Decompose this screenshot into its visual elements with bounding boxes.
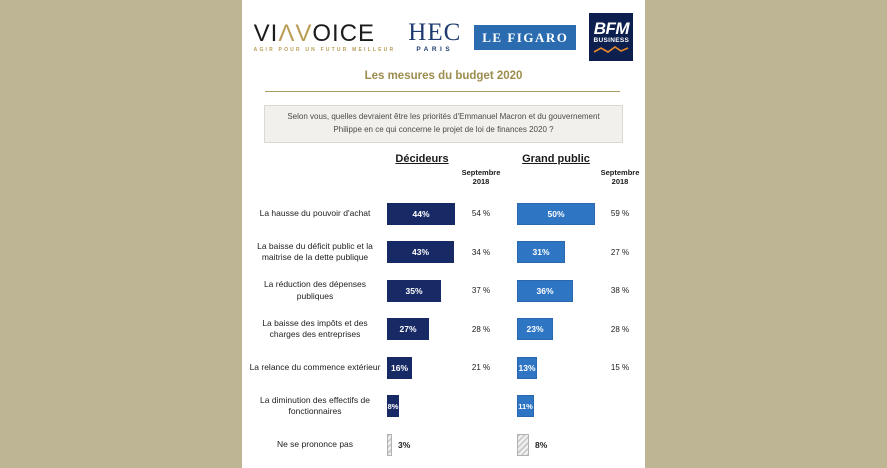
- decideurs-bar-cell: [387, 203, 457, 225]
- category-label: La relance du commence extérieur: [249, 362, 381, 373]
- decideurs-bar-cell: [387, 318, 457, 340]
- grand-public-bar: 36%: [517, 280, 573, 302]
- decideurs-bar-cell: [387, 280, 457, 302]
- viavoice-wordmark: VIΛVOICE: [253, 19, 376, 47]
- grand-public-bar: 23%: [517, 318, 553, 340]
- category-label: La baisse des impôts et des charges des entreprises: [262, 317, 368, 340]
- grand-public-outside-value: 8%: [535, 439, 548, 450]
- grand-public-bar-cell: [517, 318, 595, 340]
- decideurs-bar-cell: [387, 241, 457, 263]
- grand-public-bar-cell: [517, 241, 595, 263]
- chart-header: [242, 151, 645, 195]
- decideurs-outside-value: 3%: [398, 439, 411, 450]
- grand-public-bar-cell: [517, 203, 595, 225]
- decideurs-bar-cell: [387, 395, 457, 417]
- column-header-sept-decideurs: Septembre 2018: [461, 167, 501, 187]
- decideurs-bar: [387, 434, 392, 456]
- hec-wordmark: HEC: [408, 19, 462, 47]
- decideurs-bar: 16%: [387, 357, 412, 379]
- category-label: Ne se prononce pas: [276, 439, 354, 450]
- grand-public-bar: 13%: [517, 357, 537, 379]
- title-rule: [265, 91, 620, 92]
- decideurs-prev-value: 37 %: [471, 286, 491, 296]
- chart-row: [242, 387, 645, 426]
- bfm-zigzag-icon: [593, 46, 629, 54]
- chart-row: [242, 426, 645, 465]
- decideurs-prev-value: 54 %: [471, 209, 491, 219]
- page-title: Les mesures du budget 2020: [364, 70, 523, 82]
- decideurs-prev-value: 21 %: [471, 363, 491, 373]
- viavoice-logo: [253, 19, 396, 53]
- decideurs-prev-value: 28 %: [471, 324, 491, 334]
- decideurs-bar: 27%: [387, 318, 429, 340]
- grand-public-prev-value: 27 %: [610, 247, 630, 257]
- grand-public-prev-value: 28 %: [610, 324, 630, 334]
- chart-row: [242, 233, 645, 272]
- grand-public-bar: 50%: [517, 203, 595, 225]
- grand-public-bar-cell: [517, 357, 595, 379]
- category-label: La baisse du déficit public et la maitrise de la dette publique: [257, 240, 373, 263]
- column-header-sept-grand-public: Septembre 2018: [600, 167, 640, 187]
- grand-public-bar-cell: [517, 280, 595, 302]
- chart-row: [242, 310, 645, 349]
- decideurs-bar: 43%: [387, 241, 454, 263]
- chart-row: [242, 272, 645, 311]
- hec-paris-label: PARIS: [416, 46, 454, 54]
- grand-public-bar: 11%: [517, 395, 534, 417]
- bfm-business-logo: [589, 13, 633, 61]
- question-box: Selon vous, quelles devraient être les priorités d'Emmanuel Macron et du gouvernement Philippe en ce qui concerne le projet de loi de finances 2020 ?: [264, 105, 623, 143]
- grand-public-prev-value: 59 %: [610, 209, 630, 219]
- category-label: La hausse du pouvoir d'achat: [259, 208, 371, 219]
- decideurs-bar-cell: [387, 434, 457, 456]
- decideurs-bar: 35%: [387, 280, 441, 302]
- category-label: La diminution des effectifs de fonctionnaires: [260, 394, 370, 417]
- decideurs-bar: 8%: [387, 395, 399, 417]
- grand-public-prev-value: 38 %: [610, 286, 630, 296]
- decideurs-bar: 44%: [387, 203, 455, 225]
- column-header-decideurs: Décideurs: [395, 152, 449, 165]
- grand-public-prev-value: 15 %: [610, 363, 630, 373]
- chart-rows: [242, 195, 645, 465]
- chart-row: [242, 349, 645, 388]
- decideurs-prev-value: 34 %: [471, 247, 491, 257]
- report-panel: [242, 0, 645, 468]
- category-label: La réduction des dépenses publiques: [263, 279, 367, 301]
- grand-public-bar-cell: [517, 395, 595, 417]
- column-header-grand-public: Grand public: [522, 152, 590, 165]
- bfm-business-label: BUSINESS: [593, 36, 630, 44]
- grand-public-bar: 31%: [517, 241, 565, 263]
- bfm-wordmark: BFM: [593, 18, 630, 38]
- hec-logo: [408, 20, 461, 54]
- viavoice-tagline: AGIR POUR UN FUTUR MEILLEUR: [253, 46, 396, 53]
- lefigaro-logo: LE FIGARO: [474, 25, 576, 50]
- grand-public-bar: [517, 434, 529, 456]
- chart-row: [242, 195, 645, 234]
- decideurs-bar-cell: [387, 357, 457, 379]
- grand-public-bar-cell: [517, 434, 595, 456]
- logo-bar: [242, 0, 645, 62]
